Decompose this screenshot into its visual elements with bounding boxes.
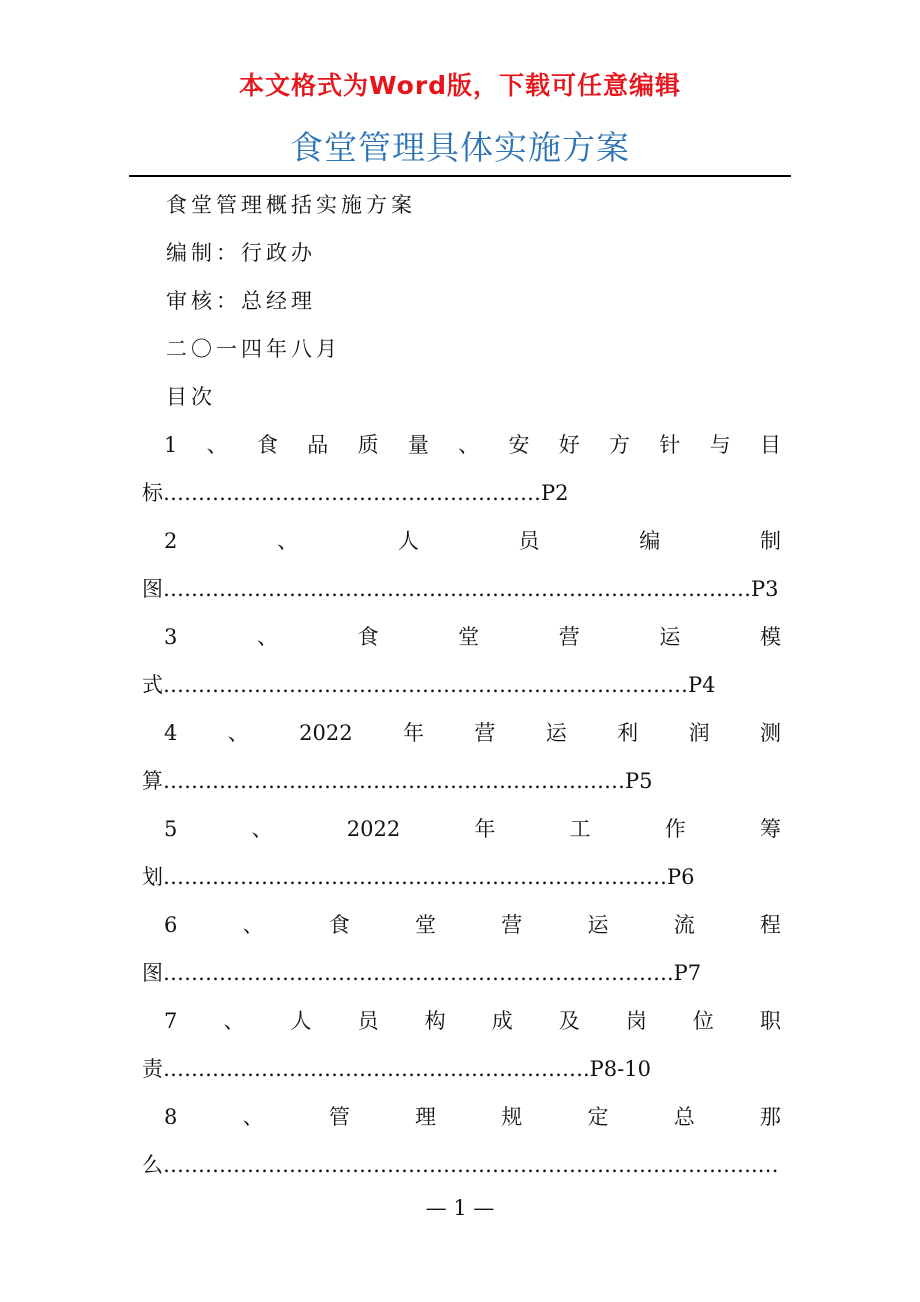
- toc-heading-token: 4: [164, 721, 178, 745]
- toc-heading-token: 7: [164, 1009, 178, 1033]
- toc-heading-token: 成: [491, 1009, 513, 1033]
- toc-leader-lead: 式: [142, 673, 163, 697]
- toc-entry-leader: [142, 671, 781, 699]
- toc-heading: 目次: [166, 385, 216, 409]
- toc-entry-heading: [142, 1103, 781, 1131]
- toc-leader-lead: 算: [142, 769, 163, 793]
- toc-heading-token: 、: [223, 1009, 245, 1033]
- toc-leader-lead: 责: [142, 1057, 163, 1081]
- toc-entry: [142, 527, 781, 603]
- toc-leader-dots: …………………………………………………………………………: [163, 1153, 751, 1177]
- toc-entry-leader: [142, 575, 781, 603]
- paragraph-compiler: 编制：行政办: [166, 241, 316, 265]
- toc-heading-token: 、: [242, 1105, 264, 1129]
- toc-heading-token: 堂: [415, 913, 437, 937]
- toc-heading-token: 、: [242, 913, 264, 937]
- toc-entry: [142, 431, 781, 507]
- toc-heading-token: 员: [357, 1009, 379, 1033]
- toc-heading-token: 、: [458, 433, 480, 457]
- toc-heading-token: 方: [609, 433, 631, 457]
- toc-leader-dots: ………………………………………………………………: [163, 961, 667, 985]
- toc-heading-token: 利: [617, 721, 639, 745]
- toc-heading-token: 人: [397, 529, 419, 553]
- toc-leader-lead: 图: [142, 577, 163, 601]
- toc-heading-token: 食: [256, 433, 278, 457]
- toc-heading-token: 运: [545, 721, 567, 745]
- toc-heading-token: 流: [673, 913, 695, 937]
- toc-heading-token: 2022: [299, 721, 353, 745]
- toc-page-ref: P5: [625, 769, 653, 793]
- toc-page-ref: P3: [751, 577, 779, 601]
- toc-entry-leader: [142, 479, 781, 507]
- toc-leader-dots: ………………………………………………………………: [163, 865, 667, 889]
- toc-page-ref: P4: [688, 673, 716, 697]
- toc-heading-token: 模: [759, 625, 781, 649]
- toc-entry-leader: [142, 863, 781, 891]
- toc-heading-token: 6: [164, 913, 178, 937]
- toc-heading-token: 制: [759, 529, 781, 553]
- toc-heading-token: 管: [328, 1105, 350, 1129]
- toc-heading-token: 位: [692, 1009, 714, 1033]
- toc-entry: [142, 1007, 781, 1083]
- toc-heading-token: 构: [424, 1009, 446, 1033]
- toc-heading-token: 运: [587, 913, 609, 937]
- toc-entry: [142, 815, 781, 891]
- toc-entry-heading: [142, 623, 781, 651]
- toc-entry-heading: [142, 527, 781, 555]
- toc-entry: [142, 623, 781, 699]
- toc-leader-dots: …………………………………………………………………: [163, 673, 688, 697]
- toc-leader-dots: …………………………………………………………: [163, 769, 625, 793]
- toc-heading-token: 量: [407, 433, 429, 457]
- toc-heading-token: 及: [558, 1009, 580, 1033]
- document-title: 食堂管理具体实施方案: [290, 128, 630, 167]
- toc-heading-token: 安: [508, 433, 530, 457]
- toc-heading-token: 、: [256, 625, 278, 649]
- toc-entry-heading: [142, 431, 781, 459]
- toc-leader-lead: 标: [142, 481, 163, 505]
- title-rule: [129, 175, 791, 177]
- toc-heading-token: 2: [164, 529, 178, 553]
- toc-entry-heading: [142, 1007, 781, 1035]
- toc-heading-token: 人: [290, 1009, 312, 1033]
- toc-heading-token: 编: [639, 529, 661, 553]
- toc-heading-token: 员: [518, 529, 540, 553]
- toc-leader-lead: 么: [142, 1153, 163, 1177]
- toc-heading-token: 岗: [625, 1009, 647, 1033]
- toc-heading-token: 定: [587, 1105, 609, 1129]
- toc-heading-token: 那: [759, 1105, 781, 1129]
- paragraph-plan-name: 食堂管理概括实施方案: [166, 193, 416, 217]
- toc-heading-token: 堂: [458, 625, 480, 649]
- toc-heading-token: 好: [558, 433, 580, 457]
- toc-heading-token: 作: [664, 817, 686, 841]
- toc-heading-token: 3: [164, 625, 178, 649]
- toc-entry-leader: [142, 959, 781, 987]
- toc-heading-token: 针: [659, 433, 681, 457]
- toc-heading-token: 质: [357, 433, 379, 457]
- toc-heading-token: 营: [501, 913, 523, 937]
- toc-leader-dots: ………………………………………………: [163, 481, 541, 505]
- toc-heading-token: 营: [474, 721, 496, 745]
- toc-heading-token: 目: [759, 433, 781, 457]
- toc-heading-token: 职: [759, 1009, 781, 1033]
- toc-page-ref: P2: [541, 481, 569, 505]
- toc-entry-heading: [142, 911, 781, 939]
- toc-page-ref: P6: [667, 865, 695, 889]
- toc-heading-token: 筹: [759, 817, 781, 841]
- toc-entry-heading: [142, 719, 781, 747]
- toc-heading-token: 年: [403, 721, 424, 745]
- paragraph-reviewer: 审核：总经理: [166, 289, 316, 313]
- toc-heading-token: 润: [688, 721, 710, 745]
- toc-heading-token: 营: [558, 625, 580, 649]
- paragraph-date: 二〇一四年八月: [166, 337, 341, 361]
- toc-heading-token: 工: [569, 817, 591, 841]
- toc-heading-token: 运: [659, 625, 681, 649]
- download-banner: 本文格式为Word版，下载可任意编辑: [238, 71, 682, 100]
- toc-heading-token: 程: [759, 913, 781, 937]
- toc-leader-lead: 图: [142, 961, 163, 985]
- toc-heading-token: 测: [759, 721, 781, 745]
- toc-heading-token: 与: [709, 433, 731, 457]
- toc-entry: [142, 1103, 781, 1179]
- toc-heading-token: 、: [251, 817, 273, 841]
- toc-heading-token: 食: [357, 625, 379, 649]
- toc-entry-leader: [142, 767, 781, 795]
- toc-page-ref: .P8-10: [583, 1057, 651, 1081]
- toc-heading-token: 规: [501, 1105, 523, 1129]
- toc-entry-heading: [142, 815, 781, 843]
- toc-heading-token: 年: [474, 817, 496, 841]
- table-of-contents: [142, 431, 781, 1179]
- toc-heading-token: 食: [328, 913, 350, 937]
- toc-entry: [142, 911, 781, 987]
- toc-heading-token: 总: [673, 1105, 695, 1129]
- toc-page-ref: .…: [751, 1153, 779, 1177]
- toc-page-ref: .P7: [667, 961, 702, 985]
- toc-leader-dots: …………………………………………………………………………: [163, 577, 751, 601]
- toc-heading-token: 、: [227, 721, 249, 745]
- toc-entry: [142, 719, 781, 795]
- page-number: — 1 —: [425, 1196, 495, 1220]
- toc-heading-token: 2022: [346, 817, 401, 841]
- toc-leader-dots: ……………………………………………………: [163, 1057, 583, 1081]
- toc-heading-token: 5: [164, 817, 178, 841]
- toc-heading-token: 、: [206, 433, 228, 457]
- toc-heading-token: 、: [277, 529, 299, 553]
- toc-heading-token: 8: [164, 1105, 178, 1129]
- toc-entry-leader: [142, 1151, 781, 1179]
- toc-entry-leader: [142, 1055, 781, 1083]
- toc-leader-lead: 划: [142, 865, 163, 889]
- toc-heading-token: 理: [415, 1105, 437, 1129]
- toc-heading-token: 品: [307, 433, 329, 457]
- toc-heading-token: 1: [164, 433, 178, 457]
